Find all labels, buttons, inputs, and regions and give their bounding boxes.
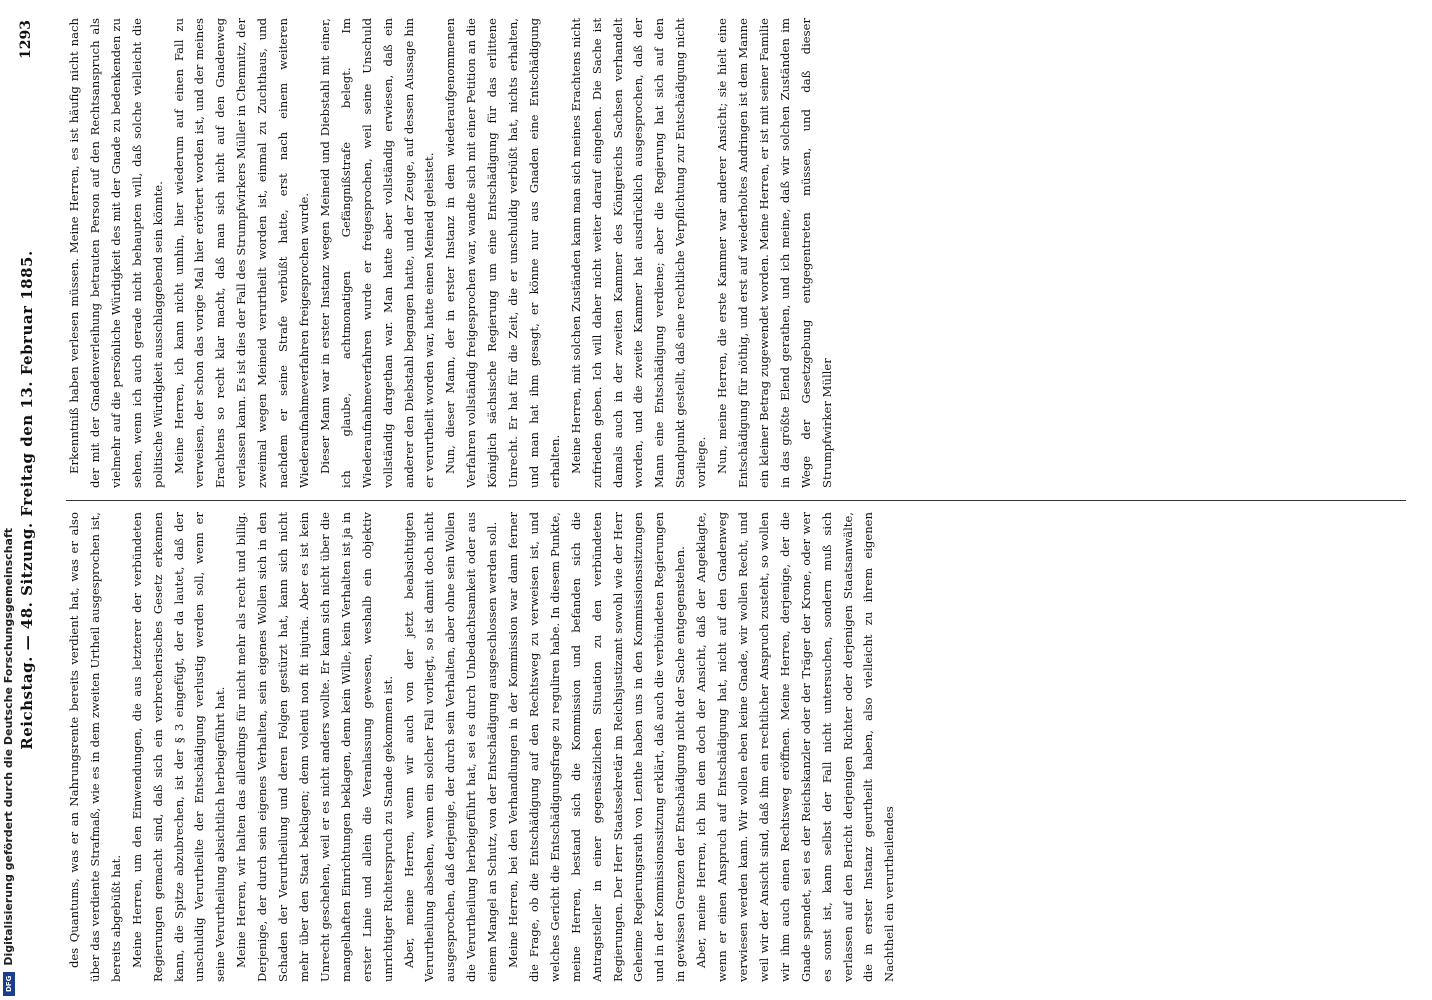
digitization-credit: Digitalisierung gefördert durch die Deutsche Forschungsgemeinschaft bbox=[2, 528, 15, 966]
paragraph: Meine Herren, mit solchen Zuständen kann man sich meines Erachtens nicht zufrieden geben. Ich will daher nicht weiter darauf eingehen. Die Sache ist damals auch in der zweiten Kammer des Königreichs Sachsen verhandelt worden, und die zweite Kammer hat ausdrücklich ausgesprochen, daß der Mann eine Entschädigung verdiene; aber die Regierung hat sich auf den Standpunkt gestellt, daß eine rechtliche Verpflichtung zur Entschädigung nicht vorliege. bbox=[568, 18, 709, 488]
paragraph: Meine Herren, bei den Verhandlungen in der Kommission war dann ferner die Frage, ob die Entschädigung auf den Rechtsweg zu verweisen ist, und welches Gericht die Entschädigungsfrage zu reguliren habe. In diesem Punkte, meine Herren, bestand sich die Kommission und befanden sich die Antragsteller in einer gegensätzlichen Situation zu den verbündeten Regierungen. Der Herr Staatssekretär im Reichsjustizamt sowohl wie der Herr Geheime Regierungsrath von Lenthe haben uns in den Kommissionssitzungen und in der Kommissionssitzung erklärt, daß auch die verbündeten Regierungen in gewissen Grenzen der Entschädigung nicht der Sache entgegenstehen. bbox=[506, 512, 688, 982]
paragraph: Erkenntniß haben verlesen müssen. Meine Herren, es ist häufig nicht nach der mit der Gnadenverleihung betrauten Person auf den Rechtsanspruch als vielmehr auf die persönliche Würdigkeit des mit der Gnade zu bedenkenden zu sehen, wenn ich auch gerade nicht behaupten will, daß solche vielleicht die politische Würdigkeit ausschlaggebend sein könnte. bbox=[67, 18, 165, 488]
paragraph: Aber, meine Herren, ich bin dem doch der Ansicht, daß der Angeklagte, wenn er einen Anspruch auf Entschädigung hat, nicht auf den Gnadenweg verwiesen werden kann. Wir wollen eben keine Gnade, wir wollen Recht, und weil wir der Ansicht sind, daß ihm ein rechtlicher Anspruch zusteht, so wollen wir ihm auch einen Rechtsweg eröffnen. Meine Herren, derjenige, der die Gnade spendet, sei es der Reichskanzler oder der Träger der Krone, oder wer es sonst ist, kann selbst der Fall nicht untersuchen, sondern muß sich verlassen auf den Bericht derjenigen Richter oder derjenigen Staatsanwälte, die in erster Instanz geurtheilt haben, also vielleicht zu ihrem eigenen Nachtheil ein verurtheilendes bbox=[694, 512, 897, 982]
paragraph: des Quantums, was er an Nahrungsrente bereits verdient hat, was er also über das verdiente Strafmaß, wie es in dem zweiten Urtheil ausgesprochen ist, bereits abgebüßt hat. bbox=[67, 512, 123, 982]
paragraph: Nun, meine Herren, die erste Kammer war anderer Ansicht; sie hielt eine Entschädigung für nöthig, und erst auf wiederholtes Andringen ist dem Manne ein kleiner Betrag zugewendet worden. Meine Herren, er ist mit seiner Familie in das größte Elend gerathen, und ich meine, daß wir solchen Zuständen im Wege der Gesetzgebung entgegentreten müssen, und daß dieser Strumpfwirker Müller bbox=[715, 18, 834, 488]
paragraph: Meine Herren, wir halten das allerdings für nicht mehr als recht und billig. Derjenige, der durch sein eigenes Verhalten, sein eigenes Wollen sich in den Schaden der Verurtheilung und deren Folgen gestürzt hat, kann sich nicht mehr über den Staat beklagen; denn volenti non fit injuria. Aber es ist kein Unrecht geschehen, weil er es nicht anders wollte. Er kann sich nicht über die mangelhaften Einrichtungen beklagen, denn kein Wille, kein Verhalten ist ja in erster Linie und allein die Veranlassung gewesen, weshalb ein objektiv unrichtiger Richterspruch zu Stande gekommen ist. bbox=[234, 512, 395, 982]
digitization-credit-strip bbox=[0, 0, 18, 1000]
text-column-left bbox=[64, 512, 1424, 982]
paragraph: Meine Herren, um den Einwendungen, die aus letzterer der verbündeten Regierungen gemacht sind, daß sich ein verbrecherisches Gesetz erkennen kann, die Spitze abzubrechen, ist der § 3 eingefügt, der da lautet, daß der unschuldig Verurtheilte der Entschädigung verlustig werden soll, wenn er seine Verurtheilung absichtlich herbeigeführt hat. bbox=[129, 512, 228, 982]
page-number: 1293 bbox=[18, 20, 34, 59]
running-title: Reichstag. — 48. Sitzung. Freitag den 13. Februar 1885. bbox=[18, 250, 36, 750]
paragraph: Aber, meine Herren, wenn wir auch von der jetzt beabsichtigten Verurtheilung absehen, wenn ein solcher Fall vorliegt, so ist damit doch nicht ausgesprochen, daß derjenige, der durch sein Verhalten, aber ohne sein Wollen die Verurtheilung herbeigeführt hat, sei es durch Unbedachtsamkeit oder aus einem Mangel an Schutz, von der Entschädigung ausgeschlossen werden soll. bbox=[401, 512, 500, 982]
paragraph: Dieser Mann war in erster Instanz wegen Meineid und Diebstahl mit einer, ich glaube, achtmonatigen Gefängnißstrafe belegt. Im Wiederaufnahmeverfahren wurde er freigesprochen, weil seine Unschuld vollständig dargethan war. Man hatte aber vollständig erwiesen, daß ein anderer den Diebstahl begangen hatte, und der Zeuge, auf dessen Aussage hin er verurtheilt worden war, hatte einen Meineid geleistet. bbox=[317, 18, 437, 488]
column-divider bbox=[66, 500, 1406, 501]
paragraph: Meine Herren, ich kann nicht umhin, hier wiederum auf einen Fall zu verweisen, der schon das vorige Mal hier erörtert worden ist, und der meines Erachtens so recht klar macht, daß man sich nicht auf den Gnadenweg verlassen kann. Es ist dies der Fall des Strumpfwirkers Müller in Chemnitz, der zweimal wegen Meineid verurtheilt worden ist, einmal zu Zuchthaus, und nachdem er seine Strafe verbüßt hatte, erst nach einem weiteren Wiederaufnahmeverfahren freigesprochen wurde. bbox=[171, 18, 311, 488]
text-column-right bbox=[64, 18, 1424, 488]
dfg-logo: DFG bbox=[3, 972, 15, 996]
paragraph: Nun, dieser Mann, der in erster Instanz in dem wiederaufgenommenen Verfahren vollständig freigesprochen war, wandte sich mit einer Petition an die Königlich sächsische Regierung um eine Entschädigung für das erlittene Unrecht. Er hat für die Zeit, die er unschuldig verbüßt hat, nichts erhalten, und man hat ihm gesagt, er könne nur aus Gnaden eine Entschädigung erhalten. bbox=[443, 18, 562, 488]
